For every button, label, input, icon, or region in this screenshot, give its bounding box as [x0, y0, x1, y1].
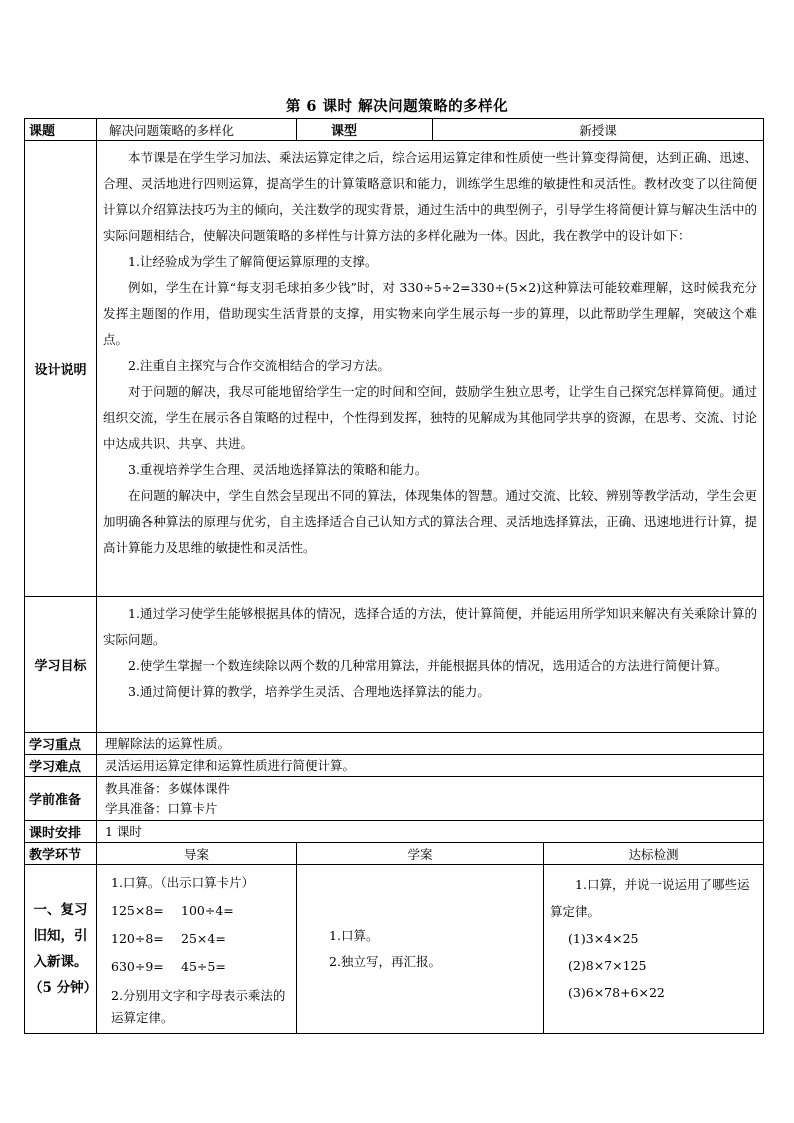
- calc-row: [111, 953, 290, 981]
- design-paragraph: 1.让经验成为学生了解简便运算原理的支撑。: [128, 254, 378, 269]
- phase1-check: [544, 865, 764, 1034]
- page-title: 第 6 课时 解决问题策略的多样化: [285, 98, 509, 115]
- label-goals: 学习目标: [25, 597, 97, 733]
- phase1-study: [297, 865, 544, 1034]
- goal-paragraph: 2.使学生掌握一个数连续除以两个数的几种常用算法，并能根据具体的情况，选用适合的方法进行简便计算。: [128, 658, 728, 673]
- calc-item: 630÷9=: [111, 959, 164, 974]
- phase1-label-line: 旧知，引: [33, 928, 88, 944]
- calc-item: 125×8=: [111, 903, 164, 918]
- col-study-header: 学案: [297, 843, 544, 865]
- prep-teacher: 教具准备：多媒体课件: [105, 780, 231, 796]
- design-row: [25, 141, 764, 597]
- check-item: (1)3×4×25: [568, 931, 639, 946]
- guide-oral-title: 1.口算。（出示口算卡片）: [111, 875, 255, 890]
- phase1-label-line: 入新课。: [33, 954, 88, 970]
- schedule-row: [25, 821, 764, 843]
- calc-item: 120÷8=: [111, 931, 164, 946]
- calc-item: 45÷5=: [181, 959, 226, 974]
- phase1-label-line: 一、复习: [33, 902, 88, 918]
- lesson-plan-table: [24, 118, 764, 1034]
- phase1-label: [25, 865, 97, 1034]
- check-item: (3)6×78+6×22: [568, 985, 665, 1000]
- teaching-header-row: [25, 843, 764, 865]
- calc-item: 25×4=: [181, 931, 226, 946]
- calc-item: 100÷4=: [181, 903, 234, 918]
- design-paragraph: 3.重视培养学生合理、灵活地选择算法的策略和能力。: [128, 462, 428, 477]
- difficulty-row: [25, 755, 764, 777]
- study-line: 2.独立写，再汇报。: [329, 954, 441, 969]
- check-item: (2)8×7×125: [568, 958, 647, 973]
- design-paragraph: 本节课是在学生学习加法、乘法运算定律之后，综合运用运算定律和性质使一些计算变得简便，达到正确、迅速、合理、灵活地进行四则运算，提高学生的计算策略意识和能力，训练学生思维的敏捷性和灵活性。教材改变了以往简便计算以介绍算法技巧为主的倾向，关注数学的现实背景，通过生活中的典型例子，引导学生将简便计算与解决生活中的实际问题相结合，使解决问题策略的多样性与计算方法的多样化融为一体。因此，我在教学中的设计如下：: [103, 150, 758, 243]
- design-content: [97, 141, 764, 597]
- calc-row: [111, 925, 290, 953]
- prep-student: 学具准备：口算卡片: [105, 800, 218, 816]
- key-point-row: [25, 733, 764, 755]
- guide-item-2: 2.分别用文字和字母表示乘法的运算定律。: [111, 988, 286, 1025]
- design-paragraph: 2.注重自主探究与合作交流相结合的学习方法。: [128, 358, 390, 373]
- design-paragraph: 对于问题的解决，我尽可能地留给学生一定的时间和空间，鼓励学生独立思考，让学生自己探究怎样算简便。通过组织交流，学生在展示各自策略的过程中，个性得到发挥，独特的见解成为其他同学共享的资源，在思考、交流、讨论中达成共识、共享、共进。: [103, 384, 758, 451]
- label-type: 课型: [297, 119, 433, 141]
- col-guide-header: 导案: [97, 843, 297, 865]
- difficulty-text: 灵活运用运算定律和运算性质进行简便计算。: [97, 755, 764, 777]
- goals-content: [97, 597, 764, 733]
- label-difficulty: 学习难点: [25, 755, 97, 777]
- label-design: 设计说明: [25, 141, 97, 597]
- study-line: 1.口算。: [329, 928, 379, 943]
- design-paragraph: 例如，学生在计算“每支羽毛球拍多少钱”时，对 330÷5÷2=330÷(5×2)这种算法可能较难理解，这时候我充分发挥主题图的作用，借助现实生活背景的支撑，用实物来向学生展示每一步的算理，以此帮助学生理解，突破这个难点。: [103, 280, 758, 347]
- prep-row: [25, 777, 764, 821]
- type-value: 新授课: [433, 119, 764, 141]
- label-schedule: 课时安排: [25, 821, 97, 843]
- phase1-label-line: （5 分钟）: [29, 980, 98, 996]
- design-paragraph: 在问题的解决中，学生自然会呈现出不同的算法，体现集体的智慧。通过交流、比较、辨别等教学活动，学生会更加明确各种算法的原理与优劣，自主选择适合自己认知方式的算法合理、灵活地选择算法，正确、迅速地进行计算，提高计算能力及思维的敏捷性和灵活性。: [103, 488, 758, 555]
- phase1-guide: [97, 865, 297, 1034]
- label-teaching: 教学环节: [25, 843, 97, 865]
- col-check-header: 达标检测: [544, 843, 764, 865]
- goal-paragraph: 1.通过学习使学生能够根据具体的情况，选择合适的方法，使计算简便，并能运用所学知识来解决有关乘除计算的实际问题。: [103, 606, 758, 647]
- label-prep: 学前准备: [25, 777, 97, 821]
- prep-content: [97, 777, 764, 821]
- label-topic: 课题: [25, 119, 97, 141]
- header-row: [25, 119, 764, 141]
- topic-value: 解决问题策略的多样化: [97, 119, 297, 141]
- goal-paragraph: 3.通过简便计算的教学，培养学生灵活、合理地选择算法的能力。: [128, 684, 490, 699]
- calc-row: [111, 897, 290, 925]
- label-key-point: 学习重点: [25, 733, 97, 755]
- key-point-text: 理解除法的运算性质。: [97, 733, 764, 755]
- schedule-text: 1 课时: [97, 821, 764, 843]
- phase1-row: [25, 865, 764, 1034]
- goals-row: [25, 597, 764, 733]
- check-title: 1.口算，并说一说运用了哪些运算定律。: [550, 877, 750, 919]
